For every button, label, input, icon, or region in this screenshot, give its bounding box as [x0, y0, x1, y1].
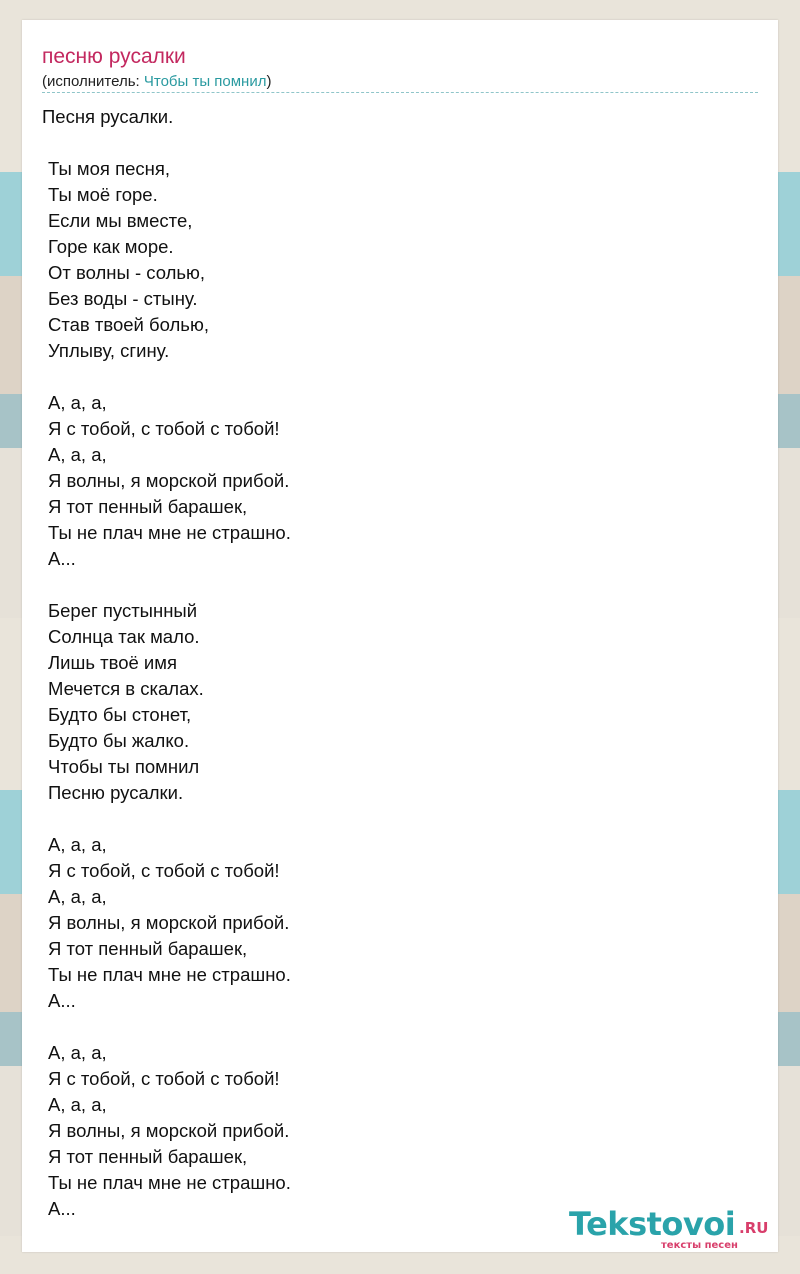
lyric-line: Без воды - стыну.	[48, 288, 198, 309]
lyric-line	[42, 1014, 742, 1040]
lyric-line: А, а, а,	[48, 834, 107, 855]
artist-suffix: )	[266, 73, 272, 90]
lyric-line	[42, 130, 742, 156]
lyric-line: Я тот пенный барашек,	[48, 496, 248, 517]
lyric-line: Уплыву, сгину.	[48, 340, 170, 361]
lyric-line: Я с тобой, с тобой с тобой!	[48, 1068, 280, 1089]
lyric-line: Ты не плач мне не страшно.	[48, 1172, 291, 1193]
lyric-line: А, а, а,	[48, 1042, 107, 1063]
artist-line	[42, 72, 271, 92]
lyric-line: Я волны, я морской прибой.	[48, 912, 290, 933]
lyric-line: Ты моё горе.	[48, 184, 158, 205]
song-title: песню русалки	[42, 45, 186, 68]
lyrics-text	[42, 104, 742, 1222]
logo-tld: .RU	[739, 1219, 769, 1237]
lyric-line: Ты моя песня,	[48, 158, 171, 179]
lyric-line: А...	[48, 990, 76, 1011]
logo-subtitle: тексты песен	[661, 1240, 738, 1251]
lyric-line: Лишь твоё имя	[48, 652, 177, 673]
lyric-line: От волны - солью,	[48, 262, 206, 283]
lyric-line	[42, 572, 742, 598]
lyrics-card	[22, 20, 778, 1252]
lyric-line: А...	[48, 1198, 76, 1219]
lyric-line: А, а, а,	[48, 886, 107, 907]
lyric-line: А, а, а,	[48, 444, 107, 465]
lyric-line: Берег пустынный	[48, 600, 198, 621]
site-logo[interactable]	[569, 1205, 779, 1249]
title-divider	[42, 92, 758, 93]
lyric-line: Я волны, я морской прибой.	[48, 470, 290, 491]
lyric-line: Будто бы жалко.	[48, 730, 190, 751]
lyric-line: Будто бы стонет,	[48, 704, 192, 725]
lyric-line: Я тот пенный барашек,	[48, 1146, 248, 1167]
artist-prefix: (исполнитель:	[42, 73, 144, 90]
lyric-line: Я тот пенный барашек,	[48, 938, 248, 959]
artist-link[interactable]: Чтобы ты помнил	[143, 73, 267, 90]
lyric-line: А, а, а,	[48, 392, 107, 413]
lyric-line: Горе как море.	[48, 236, 174, 257]
lyric-line: Ты не плач мне не страшно.	[48, 522, 291, 543]
lyric-line: А, а, а,	[48, 1094, 107, 1115]
logo-wordmark: Tekstovoi	[569, 1205, 736, 1243]
lyric-line: Мечется в скалах.	[48, 678, 204, 699]
lyric-line	[42, 364, 742, 390]
lyric-line: Если мы вместе,	[48, 210, 193, 231]
lyric-line: Песня русалки.	[42, 106, 174, 127]
lyric-line: Чтобы ты помнил	[48, 756, 200, 777]
lyric-line: Песню русалки.	[48, 782, 184, 803]
lyric-line: Я с тобой, с тобой с тобой!	[48, 418, 280, 439]
lyric-line	[42, 806, 742, 832]
lyric-line: Я с тобой, с тобой с тобой!	[48, 860, 280, 881]
lyric-line: Став твоей болью,	[48, 314, 209, 335]
lyric-line: Ты не плач мне не страшно.	[48, 964, 291, 985]
lyric-line: Я волны, я морской прибой.	[48, 1120, 290, 1141]
lyric-line: Солнца так мало.	[48, 626, 200, 647]
lyric-line: А...	[48, 548, 76, 569]
